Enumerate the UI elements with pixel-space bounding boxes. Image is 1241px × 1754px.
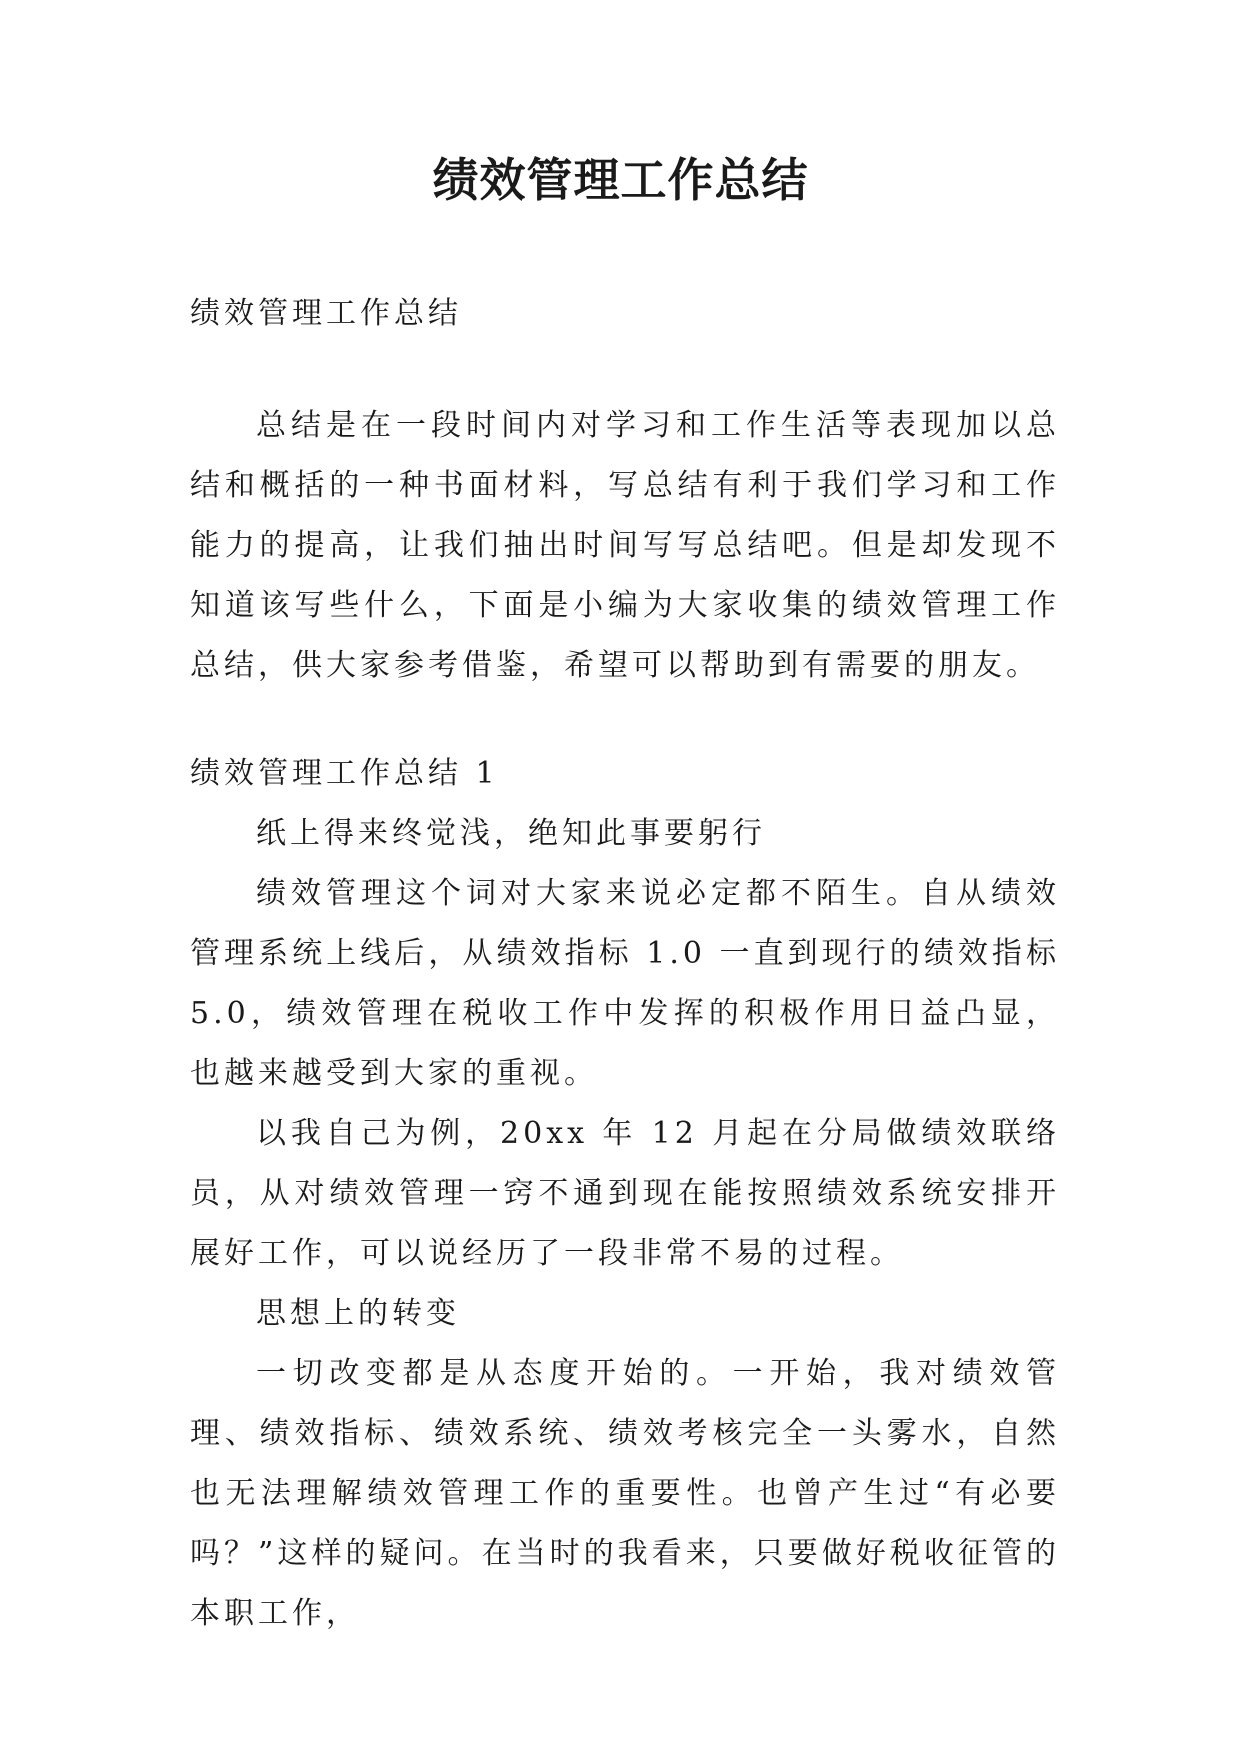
body-paragraph: 以我自己为例，20xx 年 12 月起在分局做绩效联络员，从对绩效管理一窍不通到现在能按照绩效系统安排开展好工作，可以说经历了一段非常不易的过程。 [190,1116,1060,1271]
section-heading: 绩效管理工作总结 1 [190,756,499,791]
subheading: 思想上的转变 [256,1296,460,1331]
intro-paragraph: 总结是在一段时间内对学习和工作生活等表现加以总结和概括的一种书面材料，写总结有利于我们学习和工作能力的提高，让我们抽出时间写写总结吧。但是却发现不知道该写些什么，下面是小编为大家收集的绩效管理工作总结，供大家参考借鉴，希望可以帮助到有需要的朋友。 [190,408,1060,683]
document-subtitle: 绩效管理工作总结 [190,296,462,331]
document-body [190,284,1060,1644]
document-title: 绩效管理工作总结 [432,153,809,207]
body-paragraph: 绩效管理这个词对大家来说必定都不陌生。自从绩效管理系统上线后，从绩效指标 1.0 一直到现行的绩效指标 5.0，绩效管理在税收工作中发挥的积极作用日益凸显，也越来越受到大家的重视。 [190,876,1060,1091]
body-paragraph: 纸上得来终觉浅，绝知此事要躬行 [256,816,766,851]
body-paragraph: 一切改变都是从态度开始的。一开始，我对绩效管理、绩效指标、绩效系统、绩效考核完全一头雾水，自然也无法理解绩效管理工作的重要性。也曾产生过“有必要吗？”这样的疑问。在当时的我看来，只要做好税收征管的本职工作， [190,1356,1060,1631]
